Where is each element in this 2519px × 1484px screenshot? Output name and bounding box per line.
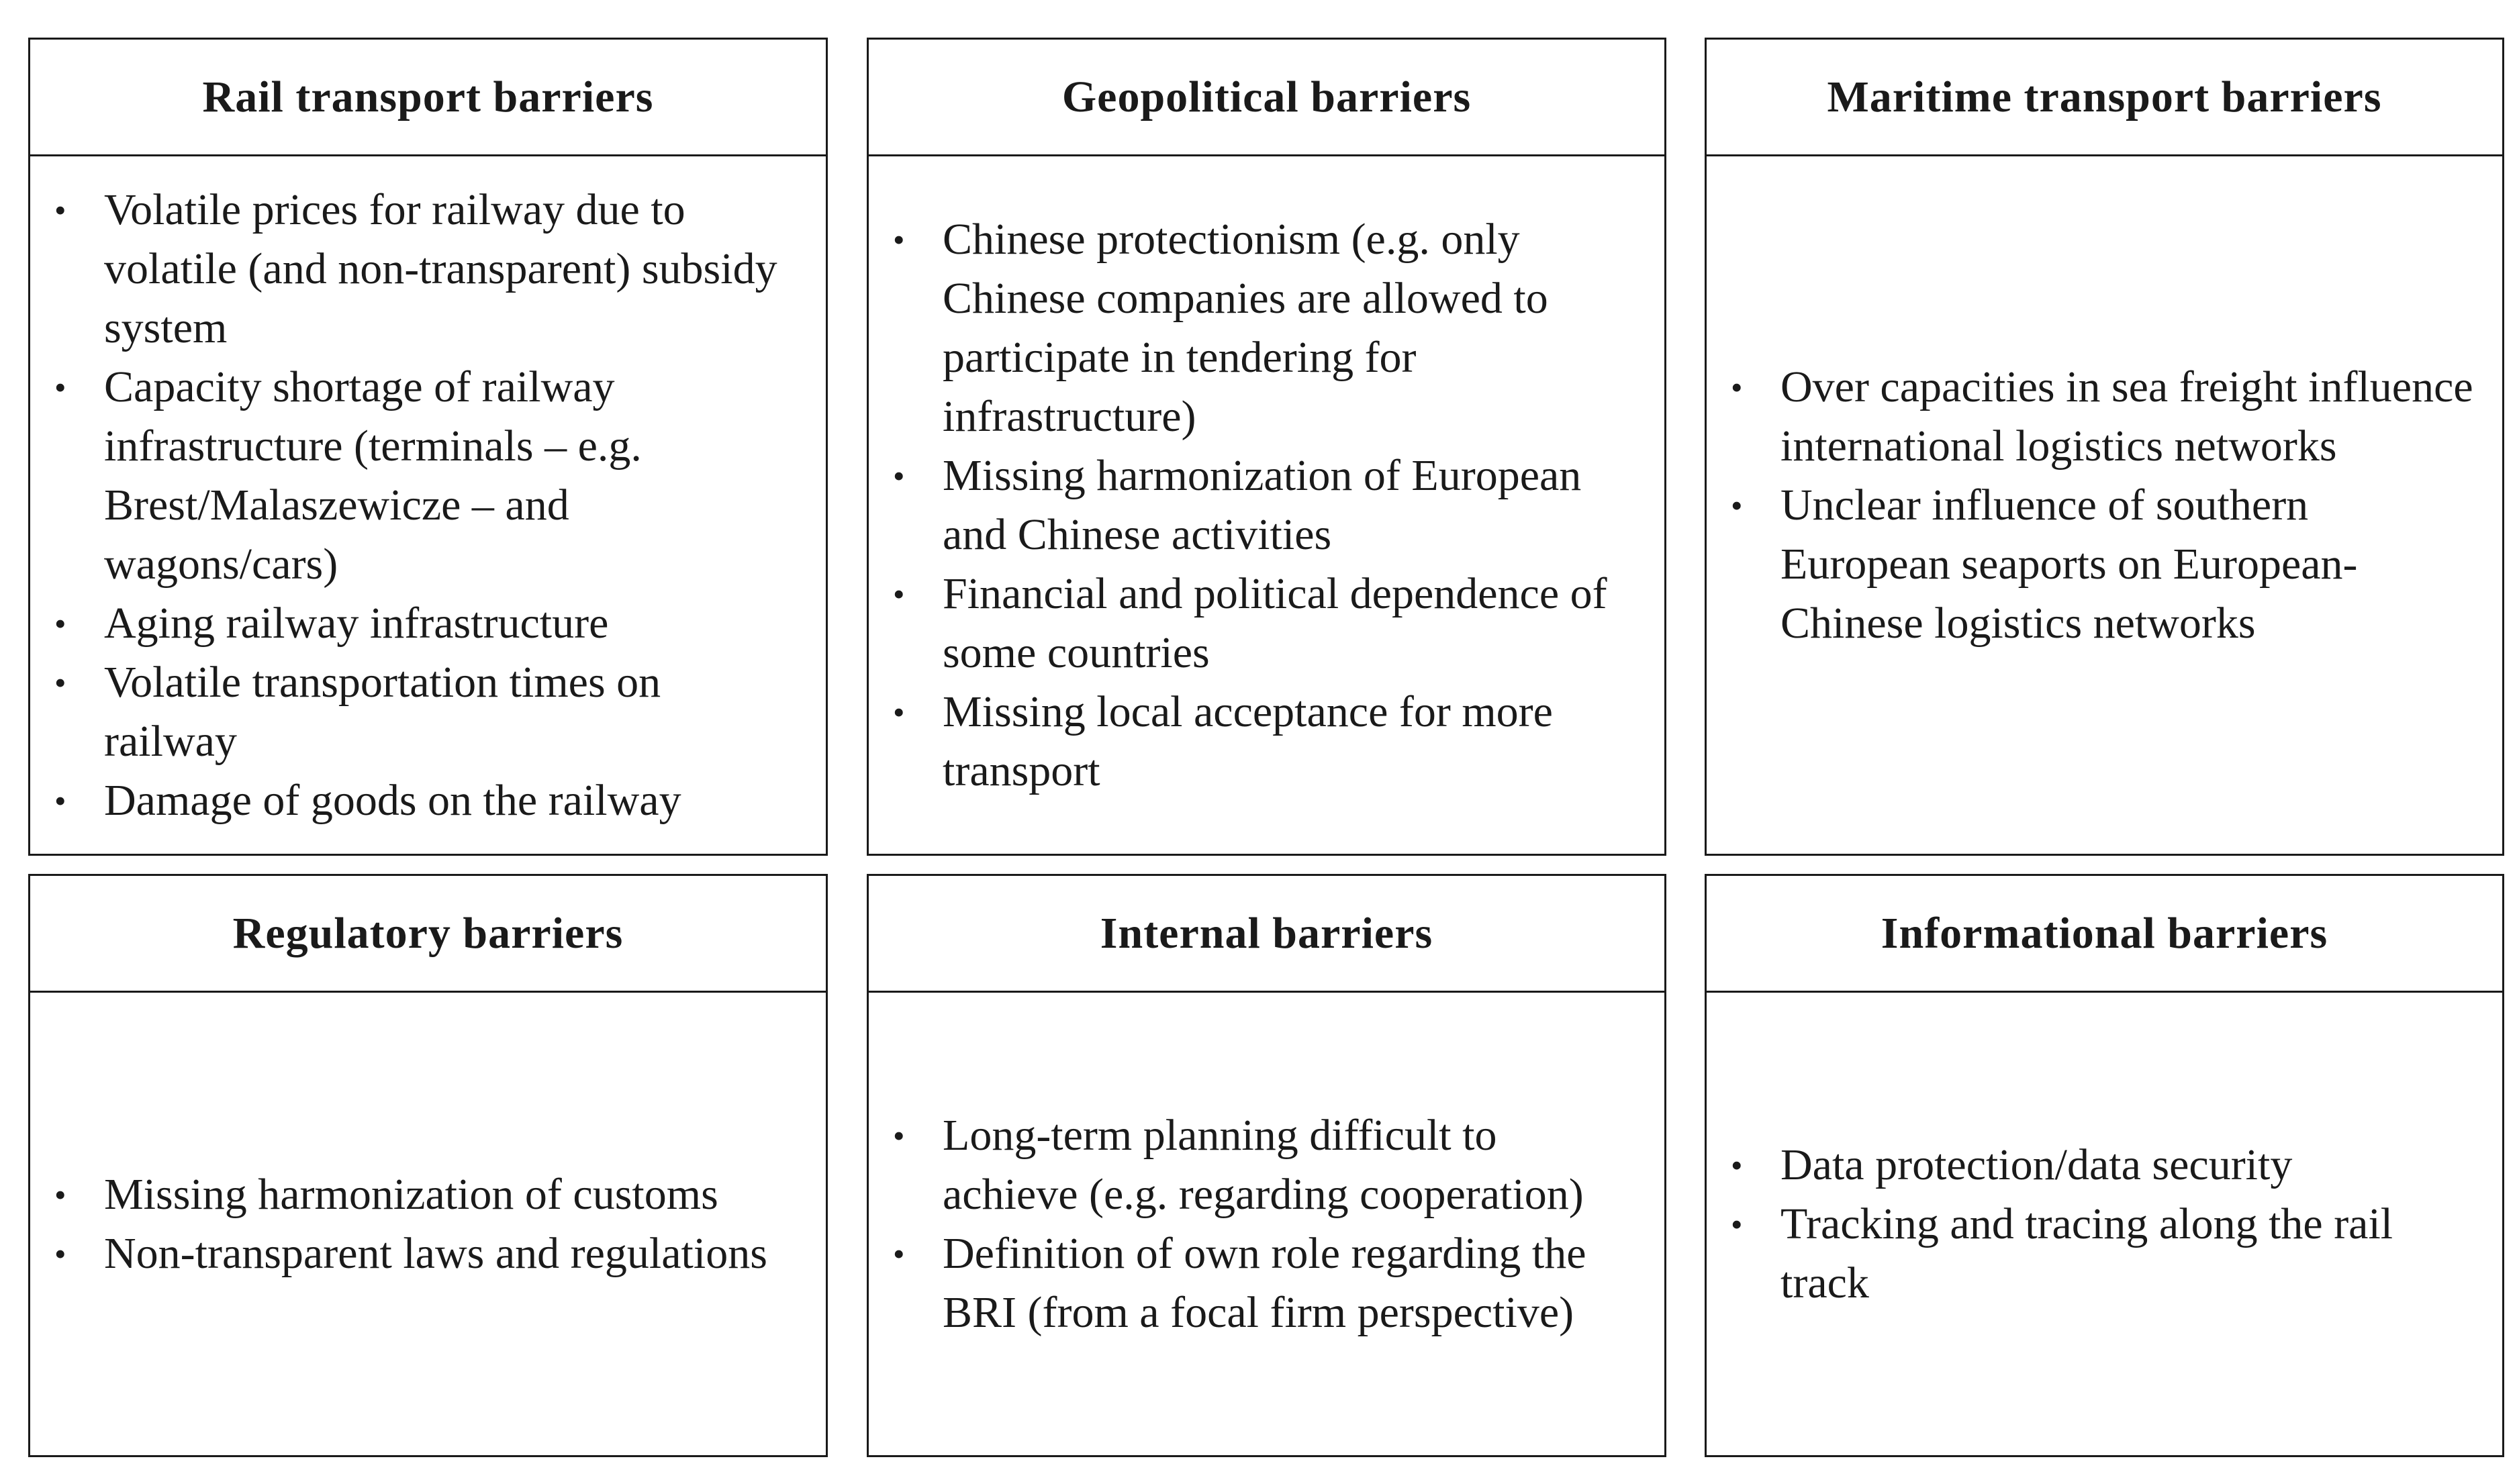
list-item-text: Damage of goods on the railway bbox=[104, 775, 681, 825]
panel-rail-transport-barriers bbox=[28, 38, 828, 856]
list-item-text: Missing local acceptance for more transport bbox=[943, 687, 1553, 795]
bullet-icon: • bbox=[893, 456, 905, 495]
bullet-list bbox=[893, 1106, 1637, 1342]
list-item-text: Volatile transportation times on railway bbox=[104, 657, 661, 766]
panel-internal-barriers bbox=[867, 874, 1666, 1457]
panel-regulatory-barriers bbox=[28, 874, 828, 1457]
list-item bbox=[1731, 358, 2475, 476]
list-item-text: Non-transparent laws and regulations bbox=[104, 1228, 767, 1278]
list-item-text: Definition of own role regarding the BRI (from a focal firm perspective) bbox=[943, 1228, 1586, 1337]
panel-title: Rail transport barriers bbox=[30, 40, 826, 156]
bullet-icon: • bbox=[893, 1234, 905, 1273]
list-item bbox=[54, 1224, 799, 1283]
bullet-list bbox=[1731, 1136, 2475, 1313]
list-item-text: Volatile prices for railway due to volatile (and non-transparent) subsidy system bbox=[104, 185, 777, 352]
bullet-list bbox=[54, 1165, 799, 1283]
panel-body bbox=[869, 156, 1664, 854]
panel-body bbox=[1707, 156, 2502, 854]
list-item-text: Long-term planning difficult to achieve (e.g. regarding cooperation) bbox=[943, 1110, 1584, 1219]
bullet-list bbox=[54, 181, 799, 830]
list-item bbox=[893, 683, 1637, 801]
bullet-icon: • bbox=[54, 781, 66, 820]
bullet-icon: • bbox=[1731, 486, 1743, 524]
list-item-text: Over capacities in sea freight influence international logistics networks bbox=[1780, 362, 2473, 471]
list-item bbox=[54, 594, 799, 653]
list-item-text: Capacity shortage of railway infrastructure (terminals – e.g. Brest/Malaszewicze – and wagons/cars) bbox=[104, 362, 642, 589]
list-item-text: Financial and political dependence of some countries bbox=[943, 568, 1607, 677]
bullet-icon: • bbox=[893, 575, 905, 613]
list-item bbox=[893, 1106, 1637, 1224]
list-item bbox=[54, 181, 799, 358]
list-item bbox=[54, 358, 799, 594]
list-item-text: Tracking and tracing along the rail track bbox=[1780, 1199, 2393, 1307]
bullet-icon: • bbox=[54, 604, 66, 642]
list-item-text: Data protection/data security bbox=[1780, 1140, 2293, 1189]
panel-body bbox=[30, 156, 826, 854]
list-item bbox=[893, 1224, 1637, 1342]
list-item bbox=[54, 653, 799, 771]
panel-body bbox=[30, 993, 826, 1455]
bullet-icon: • bbox=[54, 663, 66, 701]
panel-informational-barriers bbox=[1705, 874, 2504, 1457]
panel-geopolitical-barriers bbox=[867, 38, 1666, 856]
panel-title: Maritime transport barriers bbox=[1707, 40, 2502, 156]
list-item bbox=[54, 1165, 799, 1224]
panel-body bbox=[869, 993, 1664, 1455]
panel-title: Informational barriers bbox=[1707, 876, 2502, 993]
bullet-icon: • bbox=[1731, 368, 1743, 406]
bullet-icon: • bbox=[893, 693, 905, 731]
list-item bbox=[893, 446, 1637, 564]
list-item-text: Missing harmonization of European and Chinese activities bbox=[943, 450, 1582, 559]
panel-body bbox=[1707, 993, 2502, 1455]
bullet-icon: • bbox=[54, 191, 66, 229]
bullet-icon: • bbox=[54, 368, 66, 406]
panel-title: Geopolitical barriers bbox=[869, 40, 1664, 156]
bullet-icon: • bbox=[54, 1234, 66, 1273]
list-item-text: Aging railway infrastructure bbox=[104, 598, 609, 648]
bullet-list bbox=[1731, 358, 2475, 653]
bullet-icon: • bbox=[54, 1175, 66, 1214]
list-item bbox=[1731, 1195, 2475, 1313]
list-item bbox=[893, 564, 1637, 683]
bullet-list bbox=[893, 210, 1637, 801]
bullet-icon: • bbox=[893, 220, 905, 258]
list-item-text: Missing harmonization of customs bbox=[104, 1169, 718, 1219]
list-item bbox=[1731, 476, 2475, 653]
panel-title: Internal barriers bbox=[869, 876, 1664, 993]
panel-maritime-transport-barriers bbox=[1705, 38, 2504, 856]
bullet-icon: • bbox=[893, 1116, 905, 1154]
list-item-text: Chinese protectionism (e.g. only Chinese companies are allowed to participate in tendering for infrastructure) bbox=[943, 214, 1548, 441]
list-item bbox=[893, 210, 1637, 446]
list-item bbox=[1731, 1136, 2475, 1195]
bullet-icon: • bbox=[1731, 1146, 1743, 1184]
list-item-text: Unclear influence of southern European seaports on European-Chinese logistics networks bbox=[1780, 480, 2358, 648]
bullet-icon: • bbox=[1731, 1205, 1743, 1243]
panel-title: Regulatory barriers bbox=[30, 876, 826, 993]
list-item bbox=[54, 771, 799, 830]
